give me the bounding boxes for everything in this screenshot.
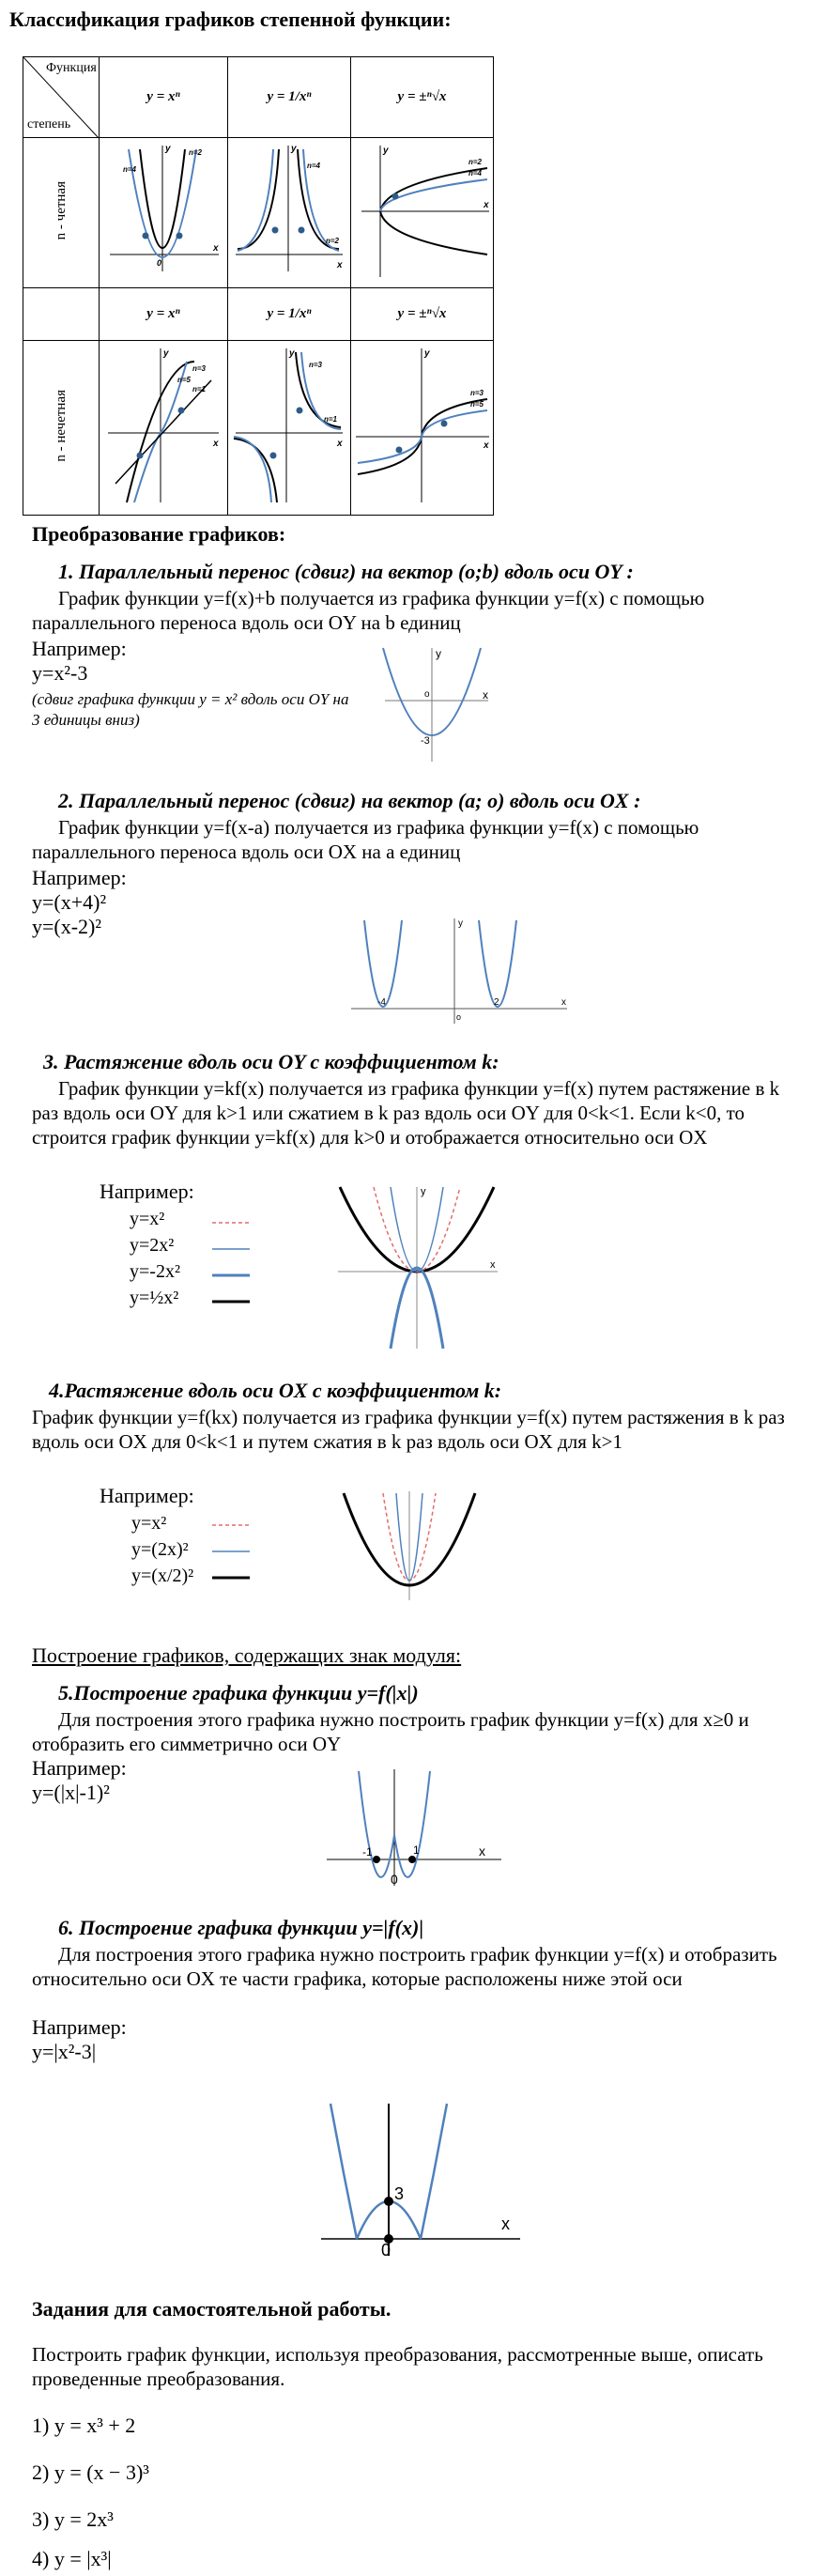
- s4-title: 4.Растяжение вдоль оси OX с коэффициентом k:: [49, 1379, 502, 1402]
- svg-text:x: x: [337, 439, 343, 449]
- s6-0-label: 0: [381, 2241, 392, 2258]
- formula-cell-4: y = xⁿ: [100, 288, 228, 341]
- s3-title: 3. Растяжение вдоль оси OY с коэффициентом k:: [43, 1050, 499, 1073]
- graph-even-power-svg: [102, 140, 224, 281]
- s1-title: 1. Параллельный перенос (сдвиг) на вектор (о;b) вдоль оси OY :: [58, 560, 634, 583]
- s4-example: Например:: [100, 1484, 194, 1507]
- s1-o-label: o: [424, 689, 430, 700]
- lbl-odd-n5c: n=5: [469, 400, 484, 409]
- svg-text:x: x: [337, 260, 343, 270]
- empty-cell: [23, 288, 100, 341]
- svg-text:x: x: [213, 243, 219, 254]
- svg-text:y: y: [289, 348, 295, 359]
- lbl-odd-n1b: n=1: [324, 415, 338, 424]
- s2-title: 2. Параллельный перенос (сдвиг) на вектор (а; о) вдоль оси OX :: [58, 789, 641, 812]
- s3-legend-swatches: [208, 1211, 255, 1324]
- formula-cell-6: y = ±ⁿ√x: [351, 288, 494, 341]
- svg-text:y: y: [165, 144, 171, 154]
- s3-legend: [130, 1206, 180, 1311]
- lbl-n4: n=4: [123, 165, 137, 174]
- svg-text:0: 0: [157, 258, 162, 268]
- s5-formula: y=(|x|-1)²: [32, 1781, 110, 1804]
- s1-graph: [366, 644, 498, 766]
- s1-formula: y=x²-3: [32, 661, 88, 685]
- lbl-odd-n5: n=5: [177, 376, 192, 384]
- graph-odd-reciprocal: [228, 341, 351, 516]
- lbl-n4b: n=4: [307, 162, 321, 170]
- s5-1-label: 1: [413, 1843, 420, 1857]
- s2-x-label: x: [561, 997, 566, 1008]
- modulus-heading: Построение графиков, содержащих знак модуля:: [32, 1643, 462, 1667]
- s5-0-label: 0: [391, 1872, 398, 1887]
- s5-text: Для построения этого графика нужно построить график функции y=f(x) для x≥0 и отобразить его симметрично оси OY: [32, 1708, 749, 1755]
- s3-legend-3: y=-2x²: [130, 1261, 180, 1282]
- s1-y-label: y: [436, 647, 441, 660]
- svg-text:x: x: [483, 200, 489, 210]
- task-3: 3) y = 2x³: [32, 2507, 114, 2531]
- page-title: Классификация графиков степенной функции:: [9, 8, 452, 31]
- graph-odd-root-svg: [352, 343, 493, 508]
- formula-cell-3: y = ±ⁿ√x: [351, 57, 494, 138]
- tasks-heading: Задания для самостоятельной работы.: [32, 2297, 392, 2321]
- s3-x-label: x: [490, 1259, 496, 1271]
- s1-example: Например:: [32, 637, 127, 660]
- s4-legend-2: y=(2x)²: [131, 1539, 189, 1560]
- header-corner-cell: [23, 57, 100, 138]
- formula-cell-5: y = 1/xⁿ: [228, 288, 351, 341]
- s3-legend-4: y=½x²: [130, 1288, 179, 1308]
- s6-example: Например:: [32, 2015, 127, 2039]
- s3-text: График функции y=kf(x) получается из графика функции y=f(x) путем растяжение в k раз вдоль оси OY для k>1 или сжатием в k раз вдоль оси OY для 0<k<1. Если k<0, то строится график функции y=kf(x) для k>0 и отображается относительно оси OX: [32, 1077, 780, 1149]
- svg-text:y: y: [291, 144, 297, 154]
- s2-graph: [347, 915, 573, 1027]
- s5-x-label: x: [479, 1843, 485, 1859]
- s2-example: Например:: [32, 866, 127, 889]
- s6-text: Для построения этого графика нужно построить график функции y=f(x) и отобразить относительно оси OX те части графика, которые расположены ниже этой оси: [32, 1943, 777, 1990]
- s6-3-label: 3: [394, 2184, 405, 2203]
- graph-even-power: [100, 138, 228, 288]
- task-4: 4) y = |x³|: [32, 2547, 112, 2570]
- s2-y-label: y: [458, 918, 463, 929]
- header-function-label: Функция: [46, 61, 97, 75]
- s2-o-label: o: [456, 1012, 462, 1022]
- lbl-odd-n3: n=3: [192, 364, 207, 373]
- s6-graph: [319, 2098, 535, 2258]
- lbl-n4c: n=4: [468, 169, 482, 177]
- s6-title: 6. Построение графика функции y=|f(x)|: [58, 1916, 424, 1939]
- s2-minus4-label: -4: [377, 997, 386, 1008]
- row-even-text: n - четная: [53, 180, 69, 240]
- row-label-even: [23, 138, 100, 288]
- svg-text:y: y: [423, 348, 430, 359]
- formula-cell-2: y = 1/xⁿ: [228, 57, 351, 138]
- formula-cell-1: y = xⁿ: [100, 57, 228, 138]
- s1-x-label: x: [483, 688, 488, 702]
- s5-title: 5.Построение графика функции y=f(|x|): [58, 1681, 419, 1704]
- s3-graph: [334, 1183, 503, 1352]
- svg-text:x: x: [213, 439, 219, 449]
- s3-legend-1: y=x²: [130, 1209, 165, 1229]
- s4-legend-3: y=(x/2)²: [131, 1566, 194, 1586]
- s3-example: Например:: [100, 1180, 194, 1203]
- row-odd-text: n - нечетная: [53, 389, 69, 462]
- graph-even-root: [351, 138, 494, 288]
- s5-graph: [323, 1766, 511, 1888]
- s2-formula1: y=(x+4)²: [32, 890, 107, 914]
- graph-even-reciprocal: [228, 138, 351, 288]
- lbl-odd-n3b: n=3: [309, 361, 323, 369]
- s2-2-label: 2: [494, 997, 499, 1008]
- s6-formula: y=|x²-3|: [32, 2040, 97, 2063]
- s4-legend: [131, 1510, 193, 1589]
- s1-note: (сдвиг графика функции y = x² вдоль оси OY на 3 единицы вниз): [32, 690, 349, 729]
- transform-heading: Преобразование графиков:: [32, 522, 286, 546]
- lbl-odd-n3c: n=3: [469, 389, 484, 397]
- s6-x-label: x: [501, 2214, 510, 2233]
- graph-odd-power: [100, 341, 228, 516]
- svg-text:y: y: [163, 348, 169, 359]
- header-degree-label: степень: [27, 117, 71, 131]
- s1-text: График функции y=f(x)+b получается из графика функции y=f(x) с помощью параллельного переноса вдоль оси OY на b единиц: [32, 587, 705, 634]
- row-label-odd: [23, 341, 100, 516]
- lbl-n2: n=2: [189, 148, 203, 157]
- s5-example: Например:: [32, 1756, 127, 1780]
- lbl-n2c: n=2: [468, 158, 482, 166]
- s4-graph: [338, 1489, 488, 1602]
- tasks-intro: Построить график функции, используя преобразования, рассмотренные выше, описать проведенные преобразования.: [32, 2343, 763, 2390]
- graph-even-reciprocal-svg: [230, 140, 348, 281]
- graph-odd-power-svg: [102, 343, 224, 508]
- lbl-n2b: n=2: [326, 237, 340, 245]
- graph-odd-root: [351, 341, 494, 516]
- s3-y-label: y: [421, 1186, 426, 1197]
- s4-legend-swatches: [208, 1514, 255, 1598]
- classification-table: [23, 56, 494, 516]
- task-2: 2) y = (x − 3)³: [32, 2460, 149, 2484]
- svg-text:x: x: [483, 440, 489, 451]
- s4-legend-1: y=x²: [131, 1513, 167, 1534]
- lbl-odd-n1: n=1: [192, 385, 207, 393]
- s4-text: График функции y=f(kx) получается из графика функции y=f(x) путем растяжения в k раз вдоль оси OX для 0<k<1 и путем сжатия в k раз вдоль оси OX для k>1: [32, 1406, 785, 1453]
- graph-even-root-svg: [352, 140, 493, 281]
- s5-minus1-label: -1: [362, 1845, 373, 1859]
- graph-odd-reciprocal-svg: [230, 343, 348, 508]
- svg-text:y: y: [382, 146, 389, 156]
- s3-legend-2: y=2x²: [130, 1235, 175, 1256]
- s1-minus3-label: -3: [421, 735, 430, 747]
- s2-text: График функции y=f(x-a) получается из графика функции y=f(x) с помощью параллельного переноса вдоль оси OX на a единиц: [32, 816, 699, 863]
- s2-formula2: y=(x-2)²: [32, 915, 101, 938]
- task-1: 1) y = x³ + 2: [32, 2414, 136, 2437]
